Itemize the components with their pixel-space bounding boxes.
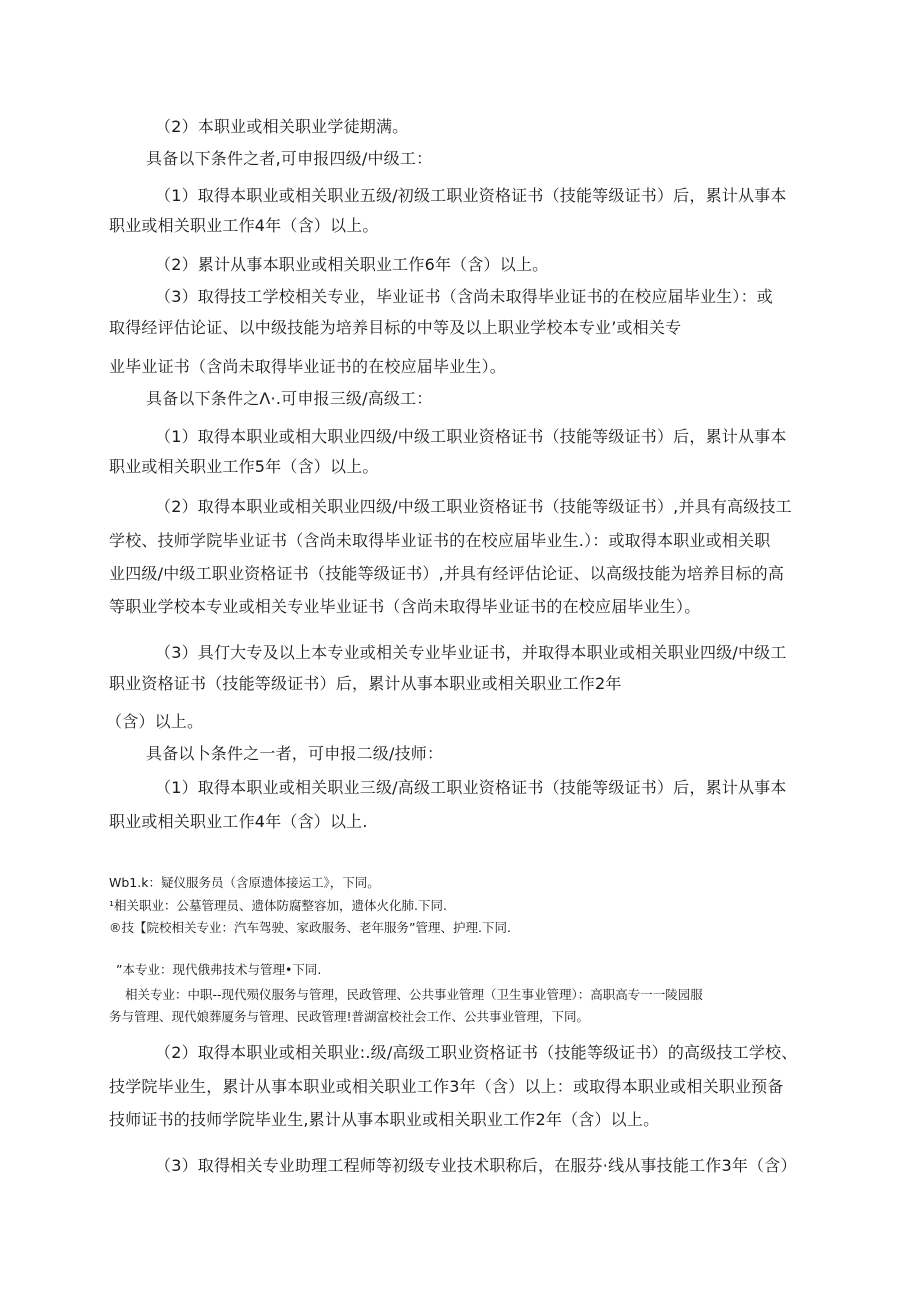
- paragraph-line: 职业资格证书（技能等级证书）后，累计从事本职业或相关职业工作2年: [109, 674, 622, 693]
- paragraph-line: 技学院毕业生，累计从事本职业或相关职业工作3年（含）以上：或取得本职业或相关职业预备: [109, 1077, 784, 1096]
- paragraph-line: （1）取得本职业或相大职业四级/中级工职业资格证书（技能等级证书）后，累计从事本: [155, 427, 787, 446]
- footnote-line: Wb1.k：疑仪服务员（含原遗体接运工》，下同。: [109, 875, 380, 890]
- paragraph-line: 业四级/中级工职业资格证书（技能等级证书）,并具有经评估论证、以高级技能为培养目标的高: [109, 564, 785, 583]
- paragraph-line: （2）累计从事本职业或相关职业工作6年（含）以上。: [155, 255, 549, 274]
- paragraph-line: （2）本职业或相关职业学徒期满。: [155, 117, 409, 136]
- paragraph-line: 具备以下条件之Λ·.可申报三级/高级工：: [146, 389, 433, 408]
- footnote-line: 务与管理、现代娘葬厦务与管理、民政管理!普湖富校社会工作、公共事业管理，下同。: [109, 1009, 590, 1024]
- paragraph-line: 学校、技师学院毕业证书（含尚未取得毕业证书的在校应届毕业生.）：或取得本职业或相关职: [109, 531, 771, 550]
- paragraph-line: 等职业学校本专业或相关专业毕业证书（含尚未取得毕业证书的在校应届毕业生）。: [109, 597, 701, 616]
- paragraph-line: 职业或相关职业工作4年（含）以上。: [109, 216, 379, 235]
- paragraph-line: 取得经评估论证、以中级技能为培养目标的中等及以上职业学校本专业’或相关专: [109, 318, 682, 337]
- paragraph-line: （1）取得本职业或相关职业三级/高级工职业资格证书（技能等级证书）后，累计从事本: [155, 778, 787, 797]
- paragraph-line: （2）取得本职业或相关职业:.级/高级工职业资格证书（技能等级证书）的高级技工学校、: [155, 1043, 798, 1062]
- paragraph-line: （3）取得技工学校相关专业，毕业证书（含尚未取得毕业证书的在校应届毕业生）：或: [155, 287, 773, 306]
- paragraph-line: （3）具仃大专及以上本专业或相关专业毕业证书，并取得本职业或相关职业四级/中级工: [155, 643, 787, 662]
- paragraph-line: （1）取得本职业或相关职业五级/初级工职业资格证书（技能等级证书）后，累计从事本: [155, 186, 787, 205]
- footnote-line: ¹相关职业：公墓管理员、遗体防腐整容加，遗体火化肺.下同.: [109, 898, 447, 913]
- paragraph-line: （3）取得相关专业助理工程师等初级专业技术职称后，在服芬·线从事技能工作3年（含）: [155, 1156, 797, 1175]
- paragraph-line: 职业或相关职业工作5年（含）以上。: [109, 457, 379, 476]
- paragraph-line: 具备以卜条件之一者，可申报二级/技师：: [146, 744, 444, 763]
- paragraph-line: 业毕业证书（含尚未取得毕业证书的在校应届毕业生）。: [109, 357, 507, 376]
- footnote-line: ®技【院校相关专业：汽车驾驶、家政服务、老年服务”管理、护理.下同.: [109, 920, 511, 935]
- paragraph-line: 职业或相关职业工作4年（含）以上.: [109, 812, 368, 831]
- paragraph-line: （2）取得本职业或相关职业四级/中级工职业资格证书（技能等级证书）,并具有高级技工: [155, 497, 792, 516]
- paragraph-line: 技师证书的技师学院毕业生,累计从事本职业或相关职业工作2年（含）以上。: [109, 1110, 660, 1129]
- footnote-line: 相关专业：中职--现代殒仪服务与管理，民政管理、公共事业管理（卫生事业管理）：高职高专一一陵园服: [125, 987, 703, 1002]
- paragraph-line: （含）以上。: [106, 712, 204, 731]
- paragraph-line: 具备以下条件之者,可申报四级/中级工：: [146, 149, 433, 168]
- footnote-line: ”本专业：现代俄弗技术与管理•下同.: [116, 962, 322, 977]
